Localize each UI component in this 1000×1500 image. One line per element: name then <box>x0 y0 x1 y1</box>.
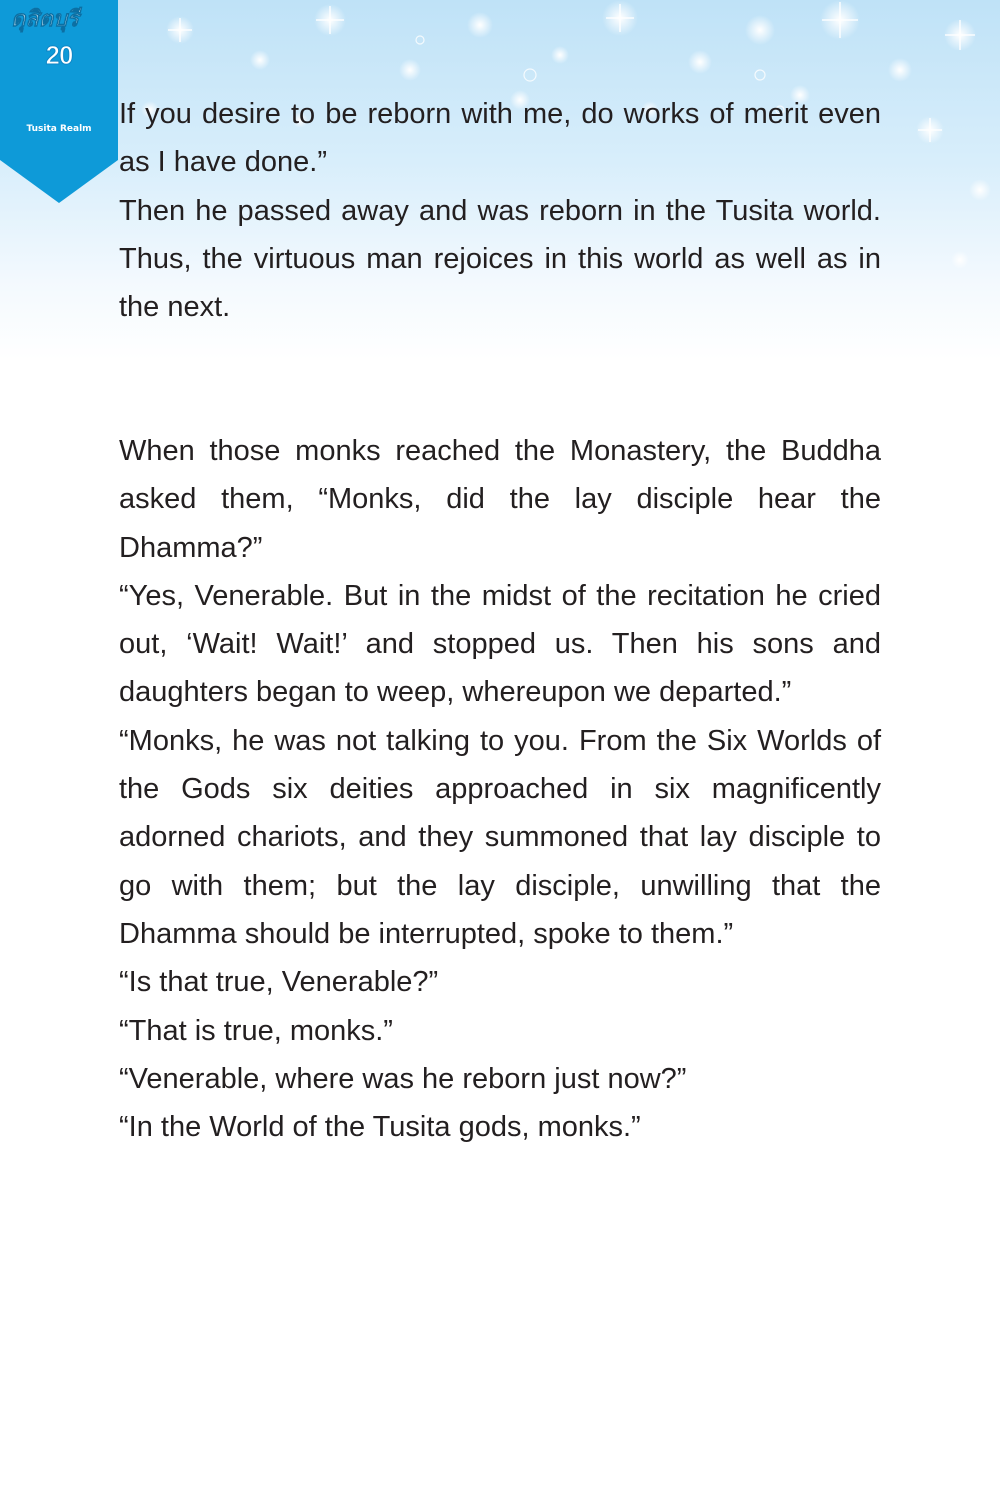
brand-thai-text: ดุสิตบุรี <box>11 7 79 32</box>
brand-subtitle: Tusita Realm <box>26 124 92 134</box>
brand-logo <box>0 0 90 34</box>
paragraph: Then he passed away and was reborn in the Tusita world. Thus, the virtuous man rejoices in this world as well as in the next. <box>119 194 881 324</box>
paragraph: “Is that true, Venerable?” <box>119 966 439 999</box>
text-block-1 <box>119 90 881 331</box>
page-tab <box>0 0 120 205</box>
paragraph: If you desire to be reborn with me, do works of merit even as I have done.” <box>119 98 881 179</box>
text-block-2 <box>119 427 881 1151</box>
page-number: 20 <box>45 40 73 70</box>
paragraph: “Venerable, where was he reborn just now?” <box>119 1062 687 1095</box>
paragraph: “Monks, he was not talking to you. From the Six Worlds of the Gods six deities approached in six magnificently adorned chariots, and they summoned that lay disciple to go with them; but the lay disciple, unwilling that the Dhamma should be interrupted, spoke to them.” <box>119 724 881 950</box>
paragraph: “Yes, Venerable. But in the midst of the recitation he cried out, ‘Wait! Wait!’ and stopped us. Then his sons and daughters began to weep, whereupon we departed.” <box>119 579 881 709</box>
paragraph: When those monks reached the Monastery, the Buddha asked them, “Monks, did the lay disciple hear the Dhamma?” <box>119 435 881 564</box>
paragraph: “That is true, monks.” <box>119 1014 393 1047</box>
paragraph: “In the World of the Tusita gods, monks.” <box>119 1111 641 1144</box>
